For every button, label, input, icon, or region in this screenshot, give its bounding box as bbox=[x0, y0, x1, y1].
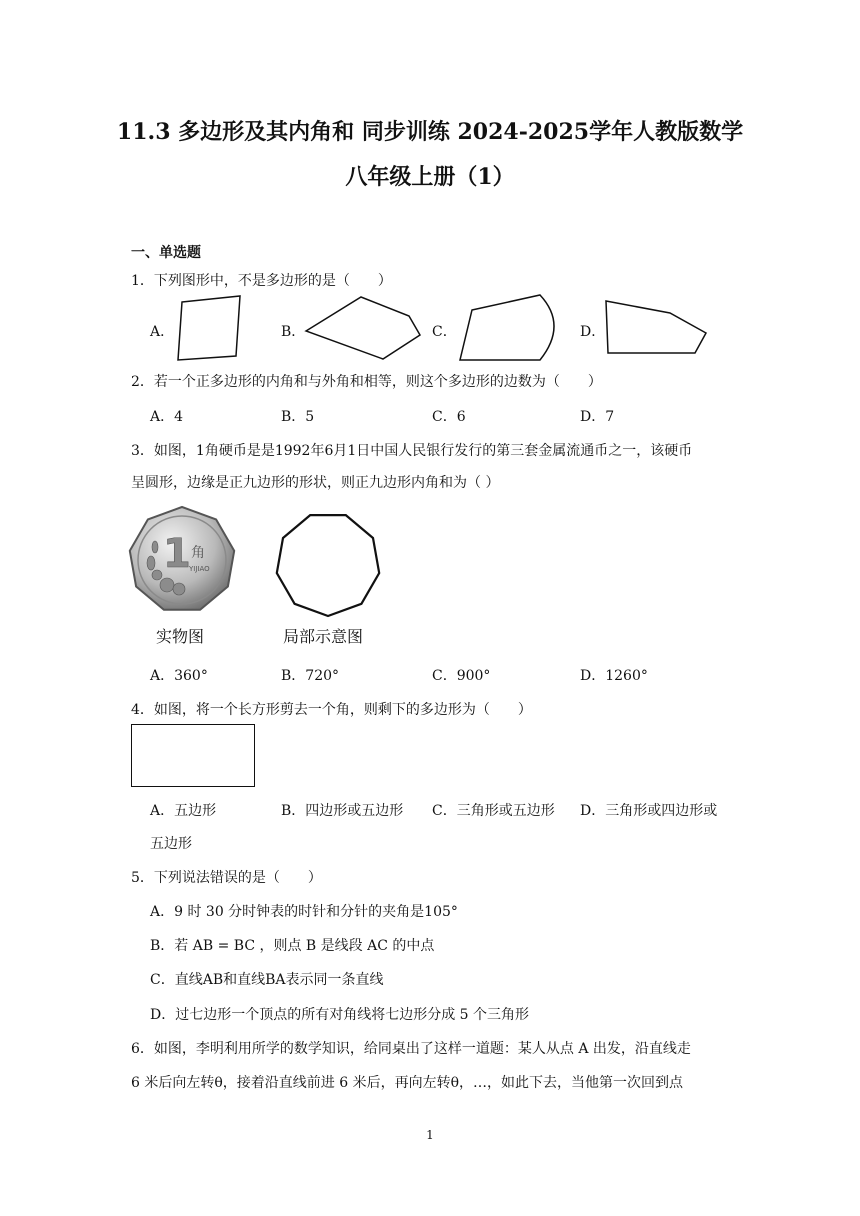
nonagon-diagram bbox=[272, 508, 384, 620]
q1-figure-c bbox=[450, 290, 560, 366]
q3-stem-line2: 呈圆形，边缘是正九边形的形状，则正九边形内角和为（ ） bbox=[131, 475, 500, 491]
coin-pinyin: YIJIAO bbox=[189, 565, 210, 573]
q5-option-c: C．直线AB和直线BA表示同一条直线 bbox=[150, 972, 384, 988]
coin-image bbox=[127, 505, 237, 615]
q4-option-a: A．五边形 bbox=[150, 803, 217, 819]
q1-figure-d bbox=[600, 295, 712, 359]
q3-option-c: C．900° bbox=[432, 668, 491, 684]
q2-option-a: A．4 bbox=[150, 409, 184, 425]
q1-option-c-label: C． bbox=[432, 324, 457, 340]
page-number: 1 bbox=[426, 1128, 434, 1142]
q5-option-b: B．若 AB = BC ，则点 B 是线段 AC 的中点 bbox=[150, 938, 435, 954]
q2-option-c: C．6 bbox=[432, 409, 466, 425]
page-title-line2: 八年级上册（1） bbox=[345, 164, 515, 190]
q3-option-d: D．1260° bbox=[580, 668, 648, 684]
q3-stem-line1: 3．如图，1角硬币是是1992年6月1日中国人民银行发行的第三套金属流通币之一，该硬币 bbox=[131, 443, 693, 459]
q1-option-b-label: B． bbox=[281, 324, 306, 340]
q6-line1: 6．如图，李明利用所学的数学知识，给同桌出了这样一道题：某人从点 A 出发，沿直线走 bbox=[131, 1041, 691, 1057]
caption-diagram: 局部示意图 bbox=[283, 627, 364, 646]
q2-option-d: D．7 bbox=[580, 409, 615, 425]
page-title-line1: 11.3 多边形及其内角和 同步训练 2024-2025学年人教版数学 bbox=[116, 119, 744, 145]
q3-option-a: A．360° bbox=[150, 668, 208, 684]
q5-stem: 5．下列说法错误的是（ ） bbox=[131, 870, 322, 886]
q6-line2: 6 米后向左转θ，接着沿直线前进 6 米后，再向左转θ，…，如此下去，当他第一次回到点 bbox=[131, 1075, 684, 1091]
section-heading: 一、单选题 bbox=[131, 245, 201, 261]
coin-char: 角 bbox=[191, 545, 205, 561]
q1-figure-b bbox=[300, 292, 428, 364]
coin-numeral: 1 bbox=[163, 531, 191, 577]
q2-stem: 2．若一个正多边形的内角和与外角和相等，则这个多边形的边数为（ ） bbox=[131, 374, 602, 390]
q1-figure-a bbox=[170, 292, 250, 364]
q1-stem: 1．下列图形中，不是多边形的是（ ） bbox=[131, 273, 392, 289]
q2-option-b: B．5 bbox=[281, 409, 315, 425]
q4-option-d: D．三角形或四边形或 bbox=[580, 803, 718, 819]
q5-option-a: A．9 时 30 分时钟表的时针和分针的夹角是105° bbox=[150, 904, 458, 920]
q5-option-d: D．过七边形一个顶点的所有对角线将七边形分成 5 个三角形 bbox=[150, 1007, 530, 1023]
q4-option-b: B．四边形或五边形 bbox=[281, 803, 404, 819]
q4-option-c: C．三角形或五边形 bbox=[432, 803, 555, 819]
q1-option-d-label: D． bbox=[580, 324, 606, 340]
q4-stem: 4．如图，将一个长方形剪去一个角，则剩下的多边形为（ ） bbox=[131, 702, 532, 718]
q1-option-a-label: A． bbox=[150, 324, 175, 340]
rectangle-figure bbox=[131, 724, 255, 787]
caption-photo: 实物图 bbox=[156, 627, 205, 646]
q3-option-b: B．720° bbox=[281, 668, 340, 684]
q4-option-d-continued: 五边形 bbox=[150, 836, 192, 852]
